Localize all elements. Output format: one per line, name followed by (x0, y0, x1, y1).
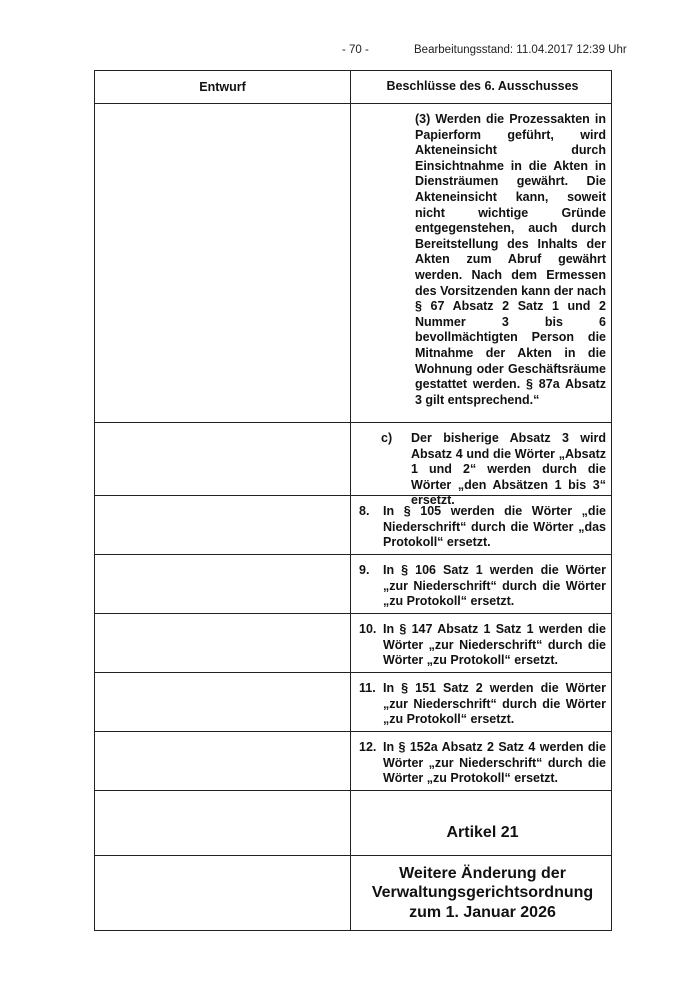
table-cell (351, 555, 611, 613)
item-label: 8. (359, 504, 370, 518)
table-row (94, 104, 612, 423)
item-text: Der bisherige Absatz 3 wird Absatz 4 und die Wörter „Absatz 1 und 2“ werden durch die Wörter „den Absätzen 1 bis 3“ ersetzt. (411, 431, 606, 508)
page-header (0, 44, 700, 62)
empty-cell (95, 104, 351, 422)
table-cell (351, 856, 611, 930)
list-item (359, 732, 606, 793)
item-text: In § 151 Satz 2 werden die Wörter „zur Niederschrift“ durch die Wörter „zu Protokoll“ ersetzt. (383, 681, 606, 727)
item-text: In § 147 Absatz 1 Satz 1 werden die Wörter „zur Niederschrift“ durch die Wörter „zu Protokoll“ ersetzt. (383, 622, 606, 668)
empty-cell (95, 673, 351, 731)
table-cell (351, 732, 611, 790)
article-title: Artikel 21 (446, 824, 519, 841)
empty-cell (95, 732, 351, 790)
column-header-entwurf: Entwurf (95, 71, 351, 103)
table-cell (351, 423, 611, 508)
table-row (94, 614, 612, 673)
edit-status: Bearbeitungsstand: 11.04.2017 12:39 Uhr (414, 44, 627, 56)
item-label: 12. (359, 740, 377, 754)
table-cell (351, 673, 611, 731)
table-cell (351, 104, 611, 422)
table-header-row (94, 70, 612, 104)
page-number: - 70 - (342, 44, 369, 56)
empty-cell (95, 555, 351, 613)
table-cell (351, 791, 611, 855)
empty-cell (95, 423, 351, 495)
table-cell (351, 496, 611, 554)
list-item (359, 673, 606, 734)
article-heading: Weitere Änderung der Verwaltungsgerichtsordnung zum 1. Januar 2026 (371, 864, 594, 921)
table-row (94, 423, 612, 508)
item-label: 9. (359, 563, 370, 577)
table-row (94, 673, 612, 732)
table-row (94, 856, 612, 931)
empty-cell (95, 856, 351, 930)
table-row (94, 791, 612, 856)
item-label: c) (381, 431, 393, 445)
item-label: 10. (359, 622, 377, 636)
column-header-beschluesse: Beschlüsse des 6. Ausschusses (386, 79, 579, 94)
item-text: In § 152a Absatz 2 Satz 4 werden die Wörter „zur Niederschrift“ durch die Wörter „zu Protokoll“ ersetzt. (383, 740, 606, 786)
list-item (359, 496, 606, 557)
paragraph-3: (3) Werden die Prozessakten in Papierform geführt, wird Akteneinsicht durch Einsichtnahme in die Akten in Diensträumen gewährt. Die Akteneinsicht kann, soweit nicht wichtige Gründe entgegenstehen, auch durch Bereitstellung des Inhalts der Akten zum Abruf gewährt werden. Nach dem Ermessen des Vorsitzenden kann der nach § 67 Absatz 2 Satz 1 und 2 Nummer 3 bis 6 bevollmächtigten Person die Mitnahme der Akten in die Wohnung oder Geschäftsräume gestattet werden. § 87a Absatz 3 gilt entsprechend.“ (415, 112, 606, 407)
item-text: In § 105 werden die Wörter „die Niederschrift“ durch die Wörter „das Protokoll“ ersetzt. (383, 504, 606, 550)
table-row (94, 496, 612, 555)
empty-cell (95, 496, 351, 554)
list-item (359, 555, 606, 616)
list-item (359, 614, 606, 675)
table-row (94, 732, 612, 791)
item-text: In § 106 Satz 1 werden die Wörter „zur Niederschrift“ durch die Wörter „zu Protokoll“ ersetzt. (383, 563, 606, 609)
table-row (94, 555, 612, 614)
empty-cell (95, 791, 351, 855)
synopsis-table (94, 70, 612, 931)
item-label: 11. (359, 681, 376, 695)
empty-cell (95, 614, 351, 672)
table-cell (351, 614, 611, 672)
